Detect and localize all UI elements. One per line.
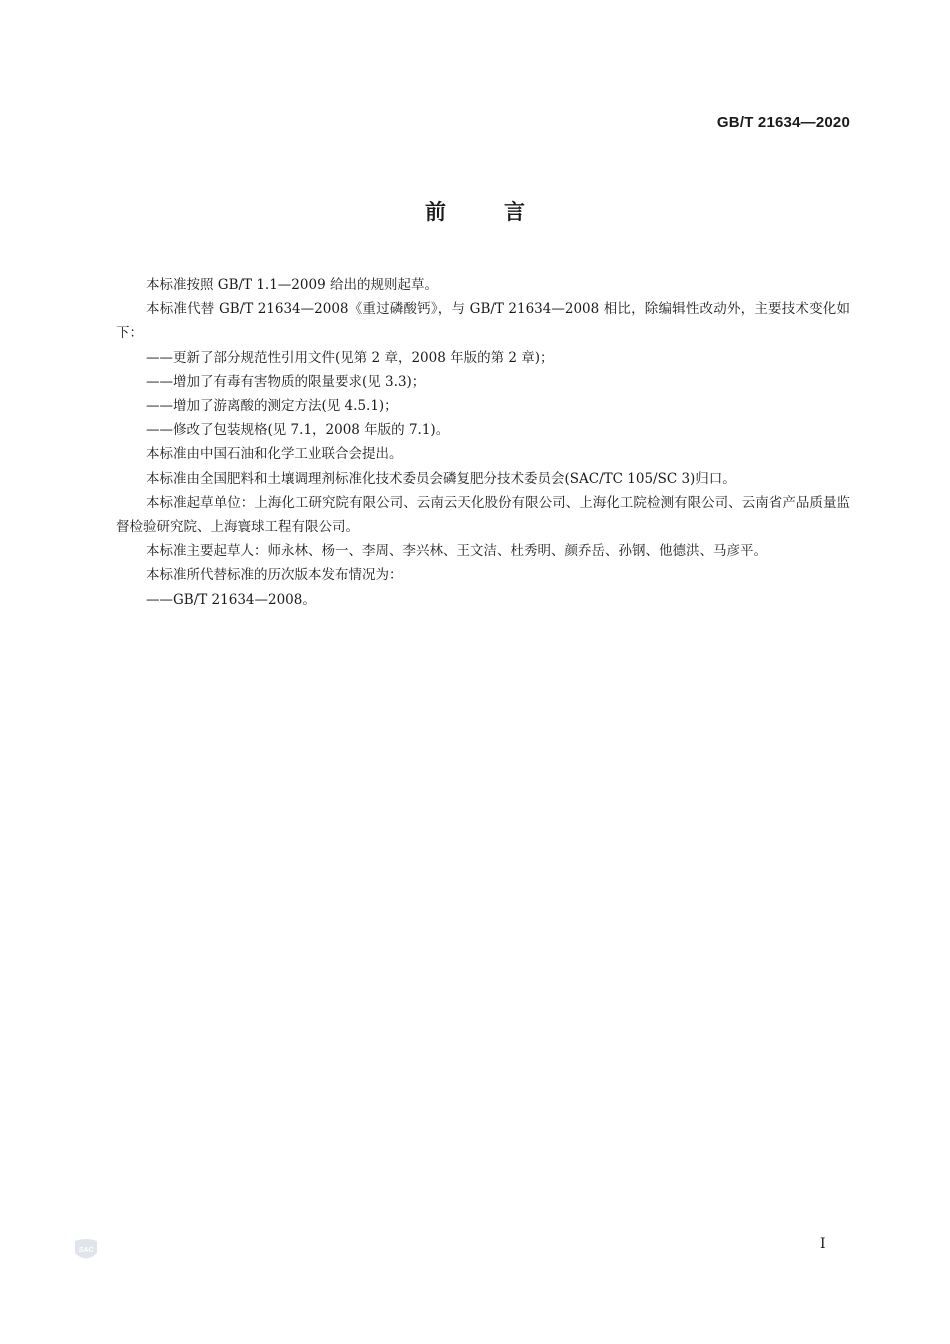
list-item-normative-references: ——更新了部分规范性引用文件(见第 2 章，2008 年版的第 2 章)； <box>146 349 554 366</box>
paragraph-proposer: 本标准由中国石油和化学工业联合会提出。 <box>146 446 403 463</box>
preface-body <box>116 273 850 612</box>
list-item-previous-version: ——GB/T 21634—2008。 <box>146 591 316 608</box>
paragraph-replacement: 本标准代替 GB/T 21634—2008《重过磷酸钙》，与 GB/T 21634—2008 相比，除编辑性改动外，主要技术变化如下： <box>116 301 850 342</box>
paragraph-drafters: 本标准主要起草人：师永林、杨一、李周、李兴林、王文洁、杜秀明、颜乔岳、孙钢、他德洪、马彦平。 <box>146 543 767 560</box>
page-number: I <box>820 1236 826 1252</box>
paragraph-history: 本标准所代替标准的历次版本发布情况为： <box>146 567 403 584</box>
paragraph-drafting-rules: 本标准按照 GB/T 1.1—2009 给出的规则起草。 <box>146 277 438 293</box>
sac-logo-icon <box>72 1237 100 1263</box>
sac-logo-text: SAC <box>78 1247 94 1254</box>
standard-number: GB/T 21634—2020 <box>716 114 850 131</box>
list-item-packaging: ——修改了包装规格(见 7.1，2008 年版的 7.1)。 <box>146 422 450 439</box>
list-item-free-acid-method: ——增加了游离酸的测定方法(见 4.5.1)； <box>146 398 398 415</box>
paragraph-committee: 本标准由全国肥料和土壤调理剂标准化技术委员会磷复肥分技术委员会(SAC/TC 105/SC 3)归口。 <box>146 470 736 487</box>
paragraph-drafting-units: 本标准起草单位：上海化工研究院有限公司、云南云天化股份有限公司、上海化工院检测有限公司、云南省产品质量监督检验研究院、上海寰球工程有限公司。 <box>116 494 850 536</box>
list-item-hazardous-limits: ——增加了有毒有害物质的限量要求(见 3.3)； <box>146 373 426 390</box>
page-title: 前言 <box>425 200 583 224</box>
